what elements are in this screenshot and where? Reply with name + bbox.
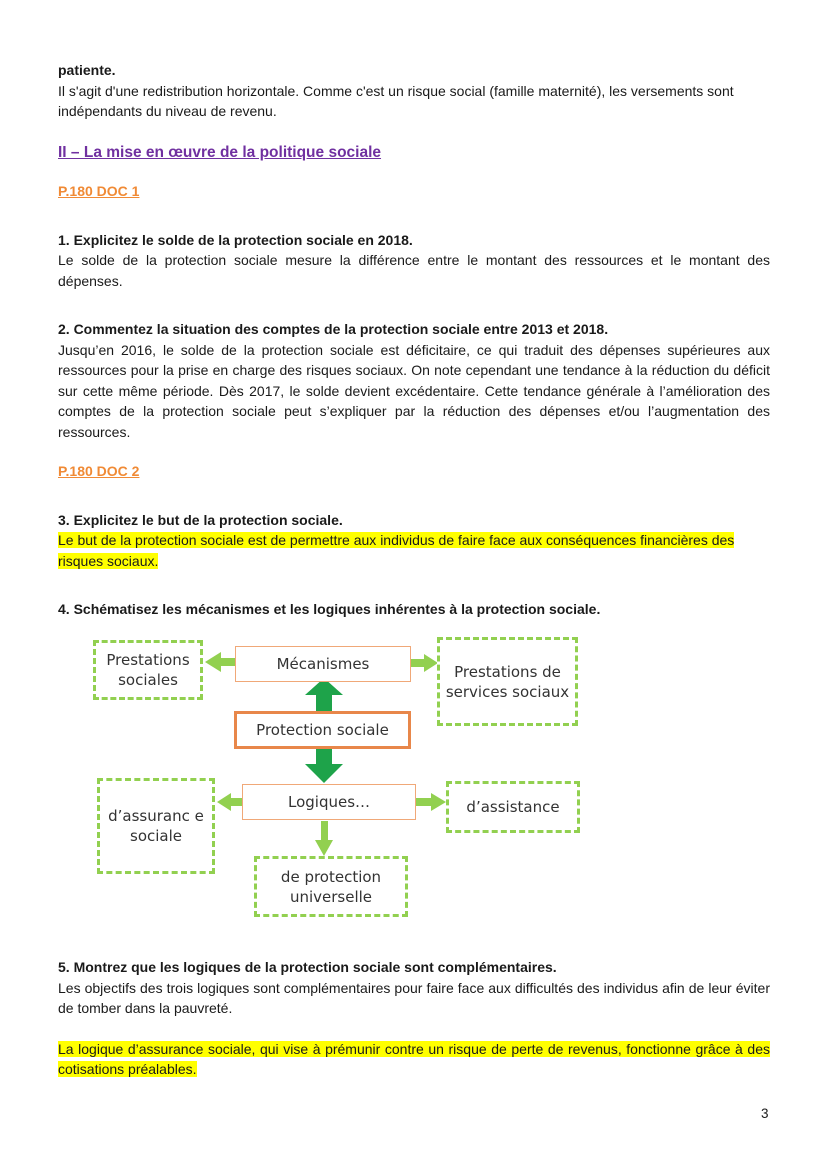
box-protection-sociale: Protection sociale xyxy=(234,711,411,749)
question-4: 4. Schématisez les mécanismes et les logiques inhérentes à la protection sociale. xyxy=(58,601,601,617)
page-number: 3 xyxy=(761,1106,769,1121)
answer-3-highlight: Le but de la protection sociale est de permettre aux individus de faire face aux conséquences financières des risques sociaux. xyxy=(58,532,735,569)
box-prestations-sociales: Prestations sociales xyxy=(93,640,203,700)
arrow-to-prestations-sociales xyxy=(205,652,236,672)
answer-2: Jusqu’en 2016, le solde de la protection sociale est déficitaire, ce qui traduit des dépenses supérieures aux ressources pour la prise en charge des risques sociaux. On note cependant une tendance à la réduction du déficit sur cette même période. Dès 2017, le solde devient excédentaire. Cette tendance générale à l’amélioration des comptes de la protection sociale peut s’expliquer par la réduction des dépenses et/ou l’augmentation des ressources. xyxy=(58,341,770,440)
question-2: 2. Commentez la situation des comptes de la protection sociale entre 2013 et 2018. xyxy=(58,321,609,337)
box-logiques: Logiques… xyxy=(242,784,416,820)
answer-5-highlight-wrap xyxy=(58,1039,770,1080)
box-prestations-services: Prestations de services sociaux xyxy=(437,637,578,726)
arrow-to-prestations-services xyxy=(411,654,438,672)
question-5: 5. Montrez que les logiques de la protection sociale sont complémentaires. xyxy=(58,959,557,975)
arrow-to-assistance xyxy=(416,793,446,811)
intro-bold: patiente. xyxy=(58,62,116,78)
section-title: II – La mise en œuvre de la politique sociale xyxy=(58,143,382,161)
answer-1: Le solde de la protection sociale mesure la différence entre le montant des ressources et le montant des dépenses. xyxy=(58,252,770,289)
question-1: 1. Explicitez le solde de la protection sociale en 2018. xyxy=(58,231,413,248)
q5-section xyxy=(58,957,770,1080)
answer-5-highlight: La logique d’assurance sociale, qui vise à prémunir contre un risque de perte de revenus, fonctionne grâce à des cotisations préalables. xyxy=(58,1040,770,1077)
box-mecanismes: Mécanismes xyxy=(235,646,411,682)
arrow-down-to-logiques xyxy=(305,748,343,783)
box-assurance-sociale: d’assuranc e sociale xyxy=(97,778,215,874)
arrow-up-to-mecanismes xyxy=(305,678,343,711)
arrow-to-assurance xyxy=(217,793,242,811)
question-3: 3. Explicitez le but de la protection sociale. xyxy=(58,511,343,528)
answer-5: Les objectifs des trois logiques sont complémentaires pour faire face aux difficultés des individus afin de leur éviter de tomber dans la pauvreté. xyxy=(58,979,770,1016)
box-protection-universelle: de protection universelle xyxy=(254,856,408,917)
box-assistance: d’assistance xyxy=(446,781,580,833)
arrow-to-universelle xyxy=(315,821,333,856)
doc1-ref: P.180 DOC 1 xyxy=(58,183,140,199)
doc2-ref: P.180 DOC 2 xyxy=(58,463,140,479)
intro-text: Il s'agit d'une redistribution horizontale. Comme c'est un risque social (famille maternité), les versements sont indépendants du niveau de revenu. xyxy=(58,82,734,119)
